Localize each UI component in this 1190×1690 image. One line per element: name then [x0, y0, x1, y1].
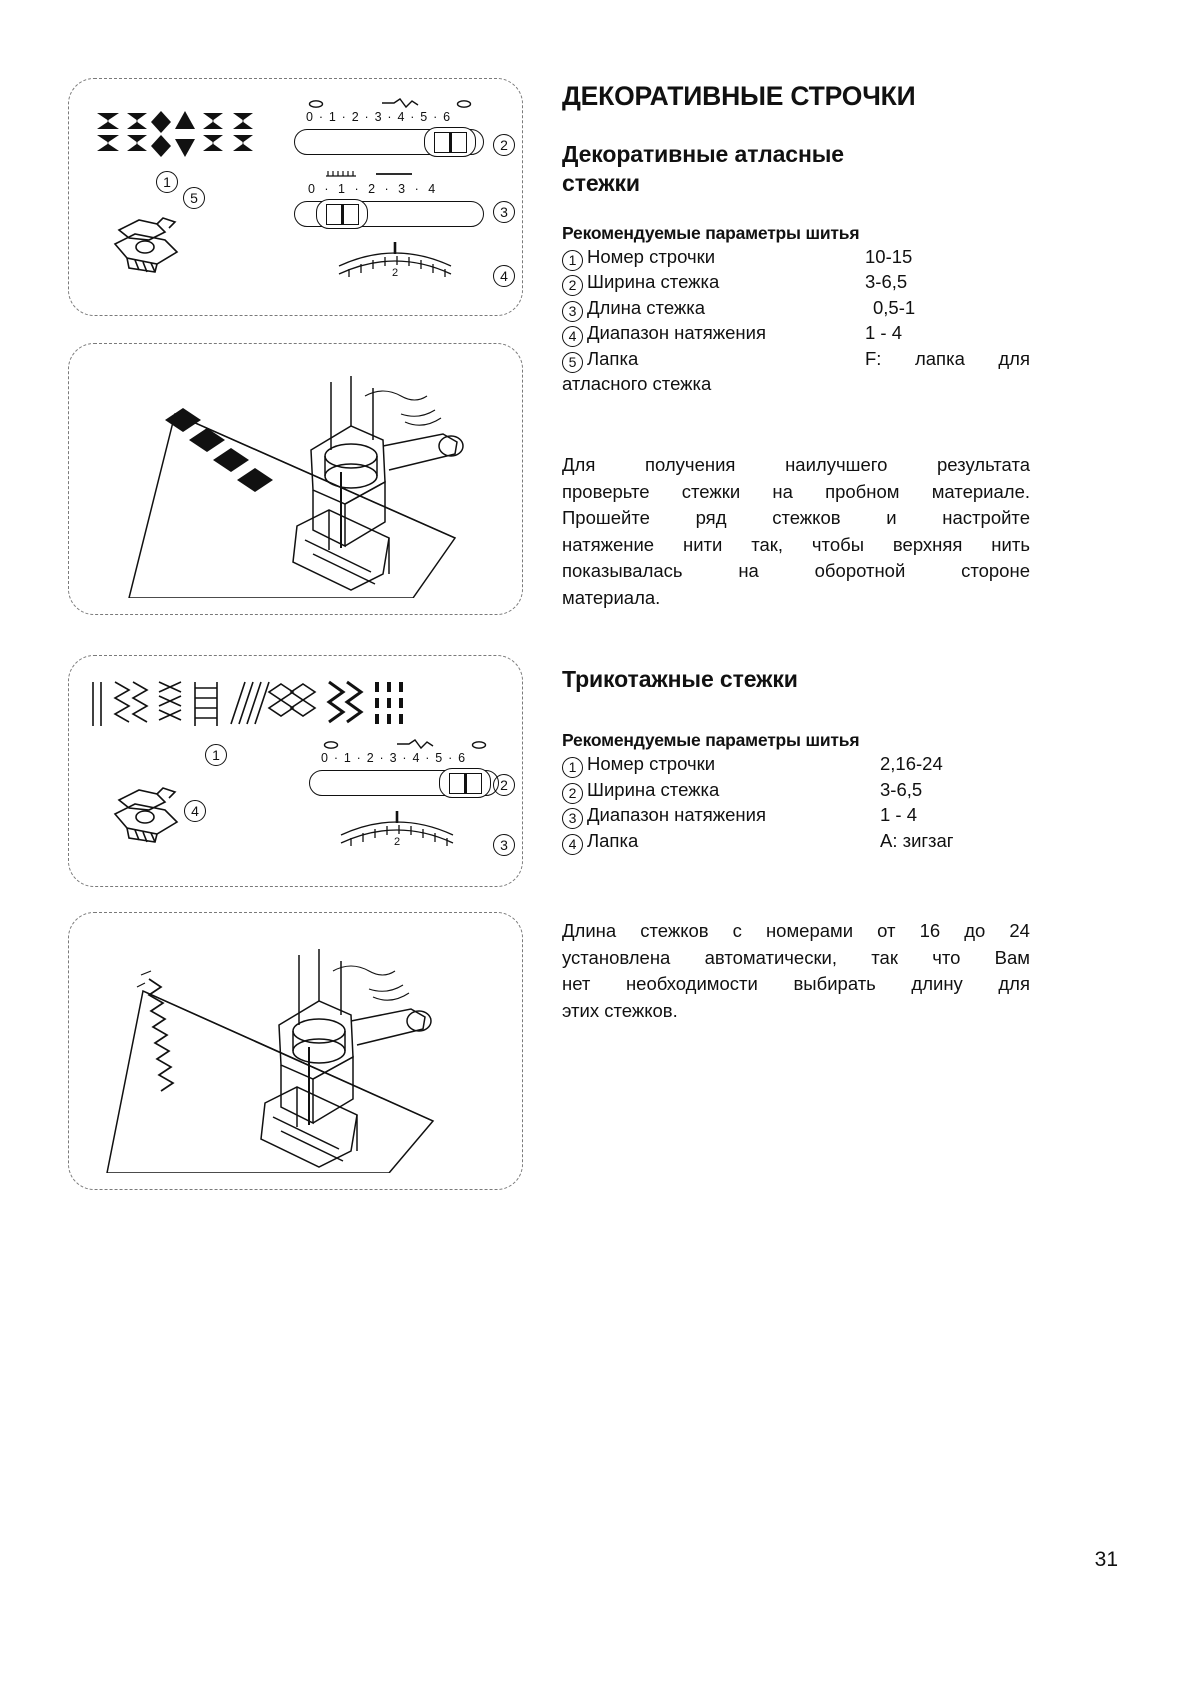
stitch-width-dial-icon	[294, 99, 484, 151]
body-word: оборотной	[814, 560, 906, 581]
param-value: 1 - 4	[880, 804, 918, 826]
param-value: 10-15	[865, 245, 913, 267]
body-word: для	[998, 973, 1030, 994]
body-word: что	[932, 946, 961, 968]
body-word: наилучшего	[785, 454, 888, 475]
knit-stitch-photo-panel	[68, 912, 523, 1190]
figure-marker-1	[205, 744, 227, 766]
body-line	[562, 479, 1030, 506]
params-list-knit	[562, 751, 1030, 853]
marker-label: 3	[500, 837, 508, 853]
zigzag-mark-icon	[395, 738, 435, 750]
stitch-pattern-strip-icon	[89, 105, 289, 163]
body-line	[562, 558, 1030, 585]
params-list-satin	[562, 244, 1030, 372]
marker-label: 4	[500, 268, 508, 284]
param-label: Номер строчки	[587, 753, 716, 775]
body-word: материале.	[931, 480, 1030, 502]
param-value-foot-word2: для	[998, 347, 1030, 369]
body-word: до	[964, 920, 986, 941]
stitch-width-scale: 0 · 1 · 2 · 3 · 4 · 5 · 6	[321, 751, 467, 765]
body-word: натяжение	[562, 533, 655, 555]
body-word: 16	[919, 920, 941, 941]
param-number: 1	[562, 757, 583, 778]
body-word: настройте	[942, 507, 1030, 528]
body-word: автоматически,	[704, 946, 838, 968]
param-row	[562, 751, 1030, 777]
body-word: так,	[751, 533, 784, 555]
stitch-width-scale: 0 · 1 · 2 · 3 · 4 · 5 · 6	[306, 110, 452, 124]
param-row	[562, 269, 1030, 295]
body-word: стороне	[961, 560, 1030, 581]
satin-stitch-settings-panel	[68, 78, 523, 316]
body-word: стежков	[640, 920, 709, 941]
param-row	[562, 244, 1030, 270]
param-value	[865, 346, 1030, 372]
body-word: нет	[562, 973, 591, 994]
marker-label: 1	[212, 747, 220, 763]
stitch-length-scale: 0 · 1 · 2 · 3 · 4	[308, 182, 439, 196]
dial-knob[interactable]	[439, 768, 491, 798]
body-line	[562, 532, 1030, 559]
param-row	[562, 802, 1030, 828]
body-word: нити	[682, 533, 723, 555]
figure-marker-2	[493, 134, 515, 156]
body-line	[562, 971, 1030, 998]
param-row	[562, 295, 1030, 321]
body-word: так	[871, 946, 898, 968]
body-word: необходимости	[625, 973, 758, 994]
body-word: проверьте	[562, 480, 650, 502]
body-word: номерами	[765, 920, 854, 941]
svg-text:2: 2	[391, 267, 399, 279]
body-paragraph-satin	[562, 452, 1030, 611]
body-word: результата	[937, 454, 1030, 475]
body-word: установлена	[562, 946, 671, 968]
dial-knob[interactable]	[316, 199, 368, 229]
marker-label: 2	[500, 777, 508, 793]
param-label: Лапка	[587, 829, 639, 851]
param-row	[562, 346, 1030, 372]
zigzag-mark-icon	[380, 97, 420, 109]
stitch-width-dial-icon	[309, 742, 499, 794]
section-knit	[562, 665, 1030, 853]
param-label: Диапазон натяжения	[587, 804, 766, 826]
param-number: 3	[562, 808, 583, 829]
param-number: 1	[562, 250, 583, 271]
long-stitch-mark-icon	[374, 169, 414, 177]
body-word: и	[886, 507, 897, 528]
marker-label: 5	[190, 190, 198, 206]
svg-text:2: 2	[393, 836, 401, 848]
figure-marker-4	[184, 800, 206, 822]
satin-foot-icon	[105, 214, 195, 276]
param-number: 2	[562, 275, 583, 296]
body-word: пробном	[825, 480, 900, 502]
param-number: 3	[562, 301, 583, 322]
dial-knob[interactable]	[424, 127, 476, 157]
body-word: Длина	[562, 920, 617, 941]
param-value-foot-code: F:	[865, 347, 882, 369]
params-continuation-satin: атласного стежка	[562, 373, 712, 395]
page-title: ДЕКОРАТИВНЫЕ СТРОЧКИ	[562, 81, 916, 111]
body-word: показывалась	[562, 560, 683, 581]
section-title-line2: стежки	[562, 170, 640, 197]
section-title-satin	[562, 140, 1030, 199]
straight-mark-icon	[456, 99, 472, 109]
param-label: Номер строчки	[587, 245, 716, 267]
param-label: Лапка	[587, 347, 639, 369]
body-word: стежки	[681, 480, 741, 502]
figure-marker-4	[493, 265, 515, 287]
body-word: получения	[644, 454, 736, 475]
sewing-machine-knit-stitch-photo	[83, 931, 509, 1173]
marker-label: 4	[191, 803, 199, 819]
body-word: стежков	[772, 507, 841, 528]
body-line	[562, 452, 1030, 479]
zigzag-foot-icon	[105, 784, 195, 846]
param-value: 2,16-24	[880, 753, 943, 775]
param-label: Диапазон натяжения	[587, 322, 766, 344]
params-heading-satin: Рекомендуемые параметры шитья	[562, 222, 860, 243]
dense-stitch-mark-icon	[324, 169, 358, 179]
param-value: 3-6,5	[865, 271, 908, 293]
knit-stitch-settings-panel	[68, 655, 523, 887]
stitch-length-dial-icon	[294, 171, 484, 223]
body-word: Для	[562, 454, 596, 475]
param-label: Длина стежка	[587, 296, 706, 318]
marker-label: 2	[500, 137, 508, 153]
param-label: Ширина стежка	[587, 271, 720, 293]
page-number: 31	[1094, 1548, 1118, 1571]
body-word: Вам	[994, 946, 1030, 968]
param-value-foot-word: лапка	[914, 347, 965, 369]
body-word: с	[732, 920, 742, 941]
satin-stitch-photo-panel	[68, 343, 523, 615]
figure-marker-3	[493, 201, 515, 223]
param-row	[562, 320, 1030, 346]
marker-label: 3	[500, 204, 508, 220]
body-line	[562, 945, 1030, 972]
section-title-knit: Трикотажные стежки	[562, 666, 798, 692]
section-satin	[562, 140, 1030, 397]
body-word: ряд	[695, 507, 727, 528]
section-title-line1: Декоративные атласные	[562, 141, 844, 167]
body-line	[562, 505, 1030, 532]
params-heading-knit: Рекомендуемые параметры шитья	[562, 730, 860, 751]
param-number: 4	[562, 326, 583, 347]
param-number: 5	[562, 352, 583, 373]
body-word: длину	[911, 973, 963, 994]
param-value: 3-6,5	[880, 778, 923, 800]
body-word: на	[738, 560, 759, 581]
body-word: нить	[991, 533, 1030, 555]
thread-tension-dial-icon	[337, 811, 457, 851]
body-paragraph-knit	[562, 918, 1030, 1024]
figure-marker-2	[493, 774, 515, 796]
straight-mark-icon	[308, 99, 324, 109]
param-value: A: зигзаг	[880, 829, 954, 851]
body-line: этих стежков.	[562, 999, 678, 1021]
body-line	[562, 918, 1030, 945]
param-row	[562, 828, 1030, 854]
body-word: чтобы	[811, 533, 865, 555]
body-word: от	[877, 920, 896, 941]
thread-tension-dial-icon	[335, 242, 455, 282]
body-word: 24	[1009, 920, 1030, 941]
marker-label: 1	[163, 174, 171, 190]
straight-mark-icon	[471, 740, 487, 750]
param-value: 1 - 4	[865, 322, 903, 344]
param-number: 4	[562, 834, 583, 855]
sewing-machine-satin-stitch-photo	[83, 362, 509, 598]
body-line: материала.	[562, 586, 661, 608]
figure-marker-1	[156, 171, 178, 193]
straight-mark-icon	[323, 740, 339, 750]
body-word: выбирать	[793, 973, 876, 994]
param-row	[562, 777, 1030, 803]
body-word: верхняя	[892, 533, 963, 555]
body-word: на	[772, 480, 793, 502]
figure-marker-5	[183, 187, 205, 209]
figure-marker-3	[493, 834, 515, 856]
param-number: 2	[562, 783, 583, 804]
param-value: 0,5-1	[873, 296, 916, 318]
param-label: Ширина стежка	[587, 778, 720, 800]
stitch-pattern-strip-icon	[85, 678, 415, 730]
body-word: Прошейте	[562, 507, 650, 528]
